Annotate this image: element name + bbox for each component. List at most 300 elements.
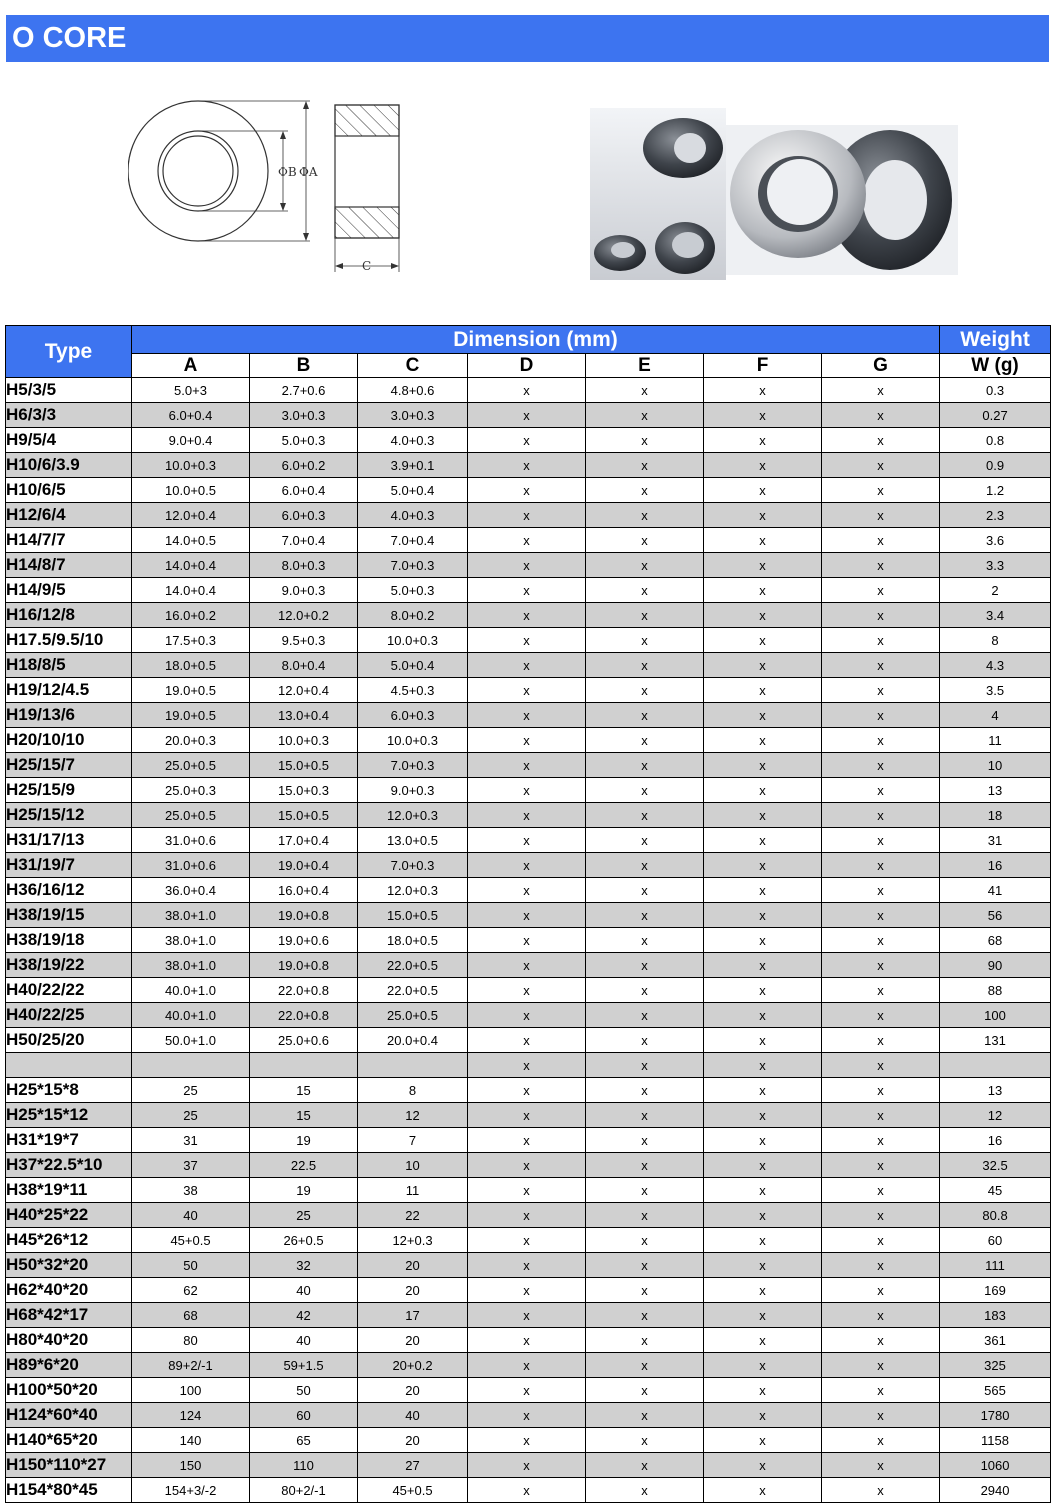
cell-d: x: [468, 903, 586, 928]
table-row: [6, 928, 1051, 953]
type-cell: H14/9/5: [6, 578, 132, 603]
cell-d: x: [468, 703, 586, 728]
cell-d: x: [468, 478, 586, 503]
column-header-f: F: [704, 354, 822, 378]
cell-w: 565: [940, 1378, 1051, 1403]
cell-b: 6.0+0.2: [250, 453, 358, 478]
cell-a: [132, 1053, 250, 1078]
cell-c: 12.0+0.3: [358, 878, 468, 903]
cell-w: 16: [940, 1128, 1051, 1153]
cell-a: 36.0+0.4: [132, 878, 250, 903]
cell-d: x: [468, 778, 586, 803]
cell-e: x: [586, 828, 704, 853]
type-cell: H31/19/7: [6, 853, 132, 878]
table-row: [6, 678, 1051, 703]
cell-d: x: [468, 753, 586, 778]
table-row: [6, 1353, 1051, 1378]
cell-a: 38.0+1.0: [132, 928, 250, 953]
cell-w: 0.3: [940, 378, 1051, 403]
cell-b: 42: [250, 1303, 358, 1328]
cell-c: 20+0.2: [358, 1353, 468, 1378]
cell-g: x: [822, 403, 940, 428]
cell-b: 22.0+0.8: [250, 1003, 358, 1028]
cell-g: x: [822, 1278, 940, 1303]
cell-b: 25.0+0.6: [250, 1028, 358, 1053]
column-header-a: A: [132, 354, 250, 378]
cell-g: x: [822, 628, 940, 653]
cell-b: 8.0+0.3: [250, 553, 358, 578]
cell-g: x: [822, 1403, 940, 1428]
table-row: [6, 528, 1051, 553]
cell-c: 5.0+0.3: [358, 578, 468, 603]
cell-c: 15.0+0.5: [358, 903, 468, 928]
table-row: [6, 653, 1051, 678]
cell-c: 20.0+0.4: [358, 1028, 468, 1053]
cell-a: 38.0+1.0: [132, 953, 250, 978]
cell-w: 325: [940, 1353, 1051, 1378]
table-row: [6, 803, 1051, 828]
cell-e: x: [586, 1278, 704, 1303]
cell-f: x: [704, 1178, 822, 1203]
cell-b: 22.5: [250, 1153, 358, 1178]
cell-e: x: [586, 753, 704, 778]
cell-c: 4.5+0.3: [358, 678, 468, 703]
cell-a: 150: [132, 1453, 250, 1478]
cell-c: 7.0+0.3: [358, 553, 468, 578]
cell-a: 154+3/-2: [132, 1478, 250, 1503]
cell-f: x: [704, 903, 822, 928]
cell-d: x: [468, 1453, 586, 1478]
cell-b: 19: [250, 1178, 358, 1203]
o-core-spec-table: [5, 325, 1051, 1503]
cell-c: 8: [358, 1078, 468, 1103]
cell-a: 20.0+0.3: [132, 728, 250, 753]
cell-a: 62: [132, 1278, 250, 1303]
cell-f: x: [704, 553, 822, 578]
cell-b: 10.0+0.3: [250, 728, 358, 753]
cell-w: 32.5: [940, 1153, 1051, 1178]
cell-c: 10.0+0.3: [358, 728, 468, 753]
cell-g: x: [822, 1203, 940, 1228]
type-cell: H68*42*17: [6, 1303, 132, 1328]
cell-d: x: [468, 928, 586, 953]
cell-w: 0.8: [940, 428, 1051, 453]
cell-e: x: [586, 928, 704, 953]
cell-a: 25: [132, 1078, 250, 1103]
cell-c: 27: [358, 1453, 468, 1478]
cell-e: x: [586, 553, 704, 578]
cell-e: x: [586, 1453, 704, 1478]
cell-f: x: [704, 428, 822, 453]
cell-g: x: [822, 1228, 940, 1253]
cell-w: 11: [940, 728, 1051, 753]
cell-c: 45+0.5: [358, 1478, 468, 1503]
cell-g: x: [822, 978, 940, 1003]
type-cell: H40/22/25: [6, 1003, 132, 1028]
cell-g: x: [822, 1253, 940, 1278]
cell-e: x: [586, 628, 704, 653]
type-cell: H31/17/13: [6, 828, 132, 853]
cell-b: 6.0+0.4: [250, 478, 358, 503]
type-header: Type: [6, 326, 132, 378]
cell-a: 25: [132, 1103, 250, 1128]
cell-f: x: [704, 1028, 822, 1053]
cell-g: x: [822, 553, 940, 578]
cell-f: x: [704, 403, 822, 428]
cell-w: 13: [940, 1078, 1051, 1103]
cell-a: 17.5+0.3: [132, 628, 250, 653]
type-cell: H40*25*22: [6, 1203, 132, 1228]
cell-b: 59+1.5: [250, 1353, 358, 1378]
cell-d: x: [468, 1403, 586, 1428]
cell-c: 12: [358, 1103, 468, 1128]
table-row: [6, 1203, 1051, 1228]
cell-c: 10: [358, 1153, 468, 1178]
cell-f: x: [704, 778, 822, 803]
cell-w: 2.3: [940, 503, 1051, 528]
cell-w: 111: [940, 1253, 1051, 1278]
cell-e: x: [586, 1078, 704, 1103]
cell-c: 22.0+0.5: [358, 978, 468, 1003]
cell-e: x: [586, 428, 704, 453]
cell-d: x: [468, 1078, 586, 1103]
cell-c: 20: [358, 1278, 468, 1303]
cell-w: 31: [940, 828, 1051, 853]
cell-b: 12.0+0.4: [250, 678, 358, 703]
type-cell: H154*80*45: [6, 1478, 132, 1503]
cell-e: x: [586, 578, 704, 603]
cell-e: x: [586, 453, 704, 478]
cell-w: 4: [940, 703, 1051, 728]
table-row: [6, 453, 1051, 478]
table-row: [6, 953, 1051, 978]
type-cell: H140*65*20: [6, 1428, 132, 1453]
cell-a: 40: [132, 1203, 250, 1228]
cell-e: x: [586, 653, 704, 678]
cell-e: x: [586, 1303, 704, 1328]
cell-c: 6.0+0.3: [358, 703, 468, 728]
cell-d: x: [468, 628, 586, 653]
cell-f: x: [704, 503, 822, 528]
cell-b: 40: [250, 1328, 358, 1353]
cell-e: x: [586, 1228, 704, 1253]
type-cell: H5/3/5: [6, 378, 132, 403]
cell-g: x: [822, 853, 940, 878]
table-row: [6, 1278, 1051, 1303]
table-row: [6, 378, 1051, 403]
table-row: [6, 403, 1051, 428]
cell-f: x: [704, 1353, 822, 1378]
cell-e: x: [586, 1353, 704, 1378]
table-row: [6, 728, 1051, 753]
cell-f: x: [704, 853, 822, 878]
cell-d: x: [468, 1428, 586, 1453]
cell-a: 25.0+0.5: [132, 753, 250, 778]
type-cell: H38*19*11: [6, 1178, 132, 1203]
cell-e: x: [586, 1403, 704, 1428]
cell-a: 38.0+1.0: [132, 903, 250, 928]
cell-f: x: [704, 578, 822, 603]
table-row: [6, 1378, 1051, 1403]
cell-f: x: [704, 528, 822, 553]
type-cell: H62*40*20: [6, 1278, 132, 1303]
cell-d: x: [468, 578, 586, 603]
cell-g: x: [822, 728, 940, 753]
cell-b: 19.0+0.8: [250, 953, 358, 978]
cell-b: 17.0+0.4: [250, 828, 358, 853]
cell-w: 1.2: [940, 478, 1051, 503]
cell-e: x: [586, 703, 704, 728]
cell-d: x: [468, 1053, 586, 1078]
cell-b: 25: [250, 1203, 358, 1228]
type-cell: H12/6/4: [6, 503, 132, 528]
cell-g: x: [822, 1053, 940, 1078]
cell-w: 12: [940, 1103, 1051, 1128]
table-row: [6, 978, 1051, 1003]
cell-w: 1780: [940, 1403, 1051, 1428]
cell-b: 6.0+0.3: [250, 503, 358, 528]
table-row: [6, 1403, 1051, 1428]
cell-w: 60: [940, 1228, 1051, 1253]
cell-g: x: [822, 453, 940, 478]
cell-b: 3.0+0.3: [250, 403, 358, 428]
cell-w: 131: [940, 1028, 1051, 1053]
type-cell: H80*40*20: [6, 1328, 132, 1353]
cell-w: 10: [940, 753, 1051, 778]
type-cell: H16/12/8: [6, 603, 132, 628]
cell-e: x: [586, 1003, 704, 1028]
table-row: [6, 578, 1051, 603]
table-row: [6, 1328, 1051, 1353]
table-row: [6, 1478, 1051, 1503]
cell-d: x: [468, 453, 586, 478]
cell-e: x: [586, 678, 704, 703]
cell-d: x: [468, 1153, 586, 1178]
cell-a: 19.0+0.5: [132, 703, 250, 728]
cell-g: x: [822, 478, 940, 503]
cell-c: 20: [358, 1253, 468, 1278]
cell-w: 56: [940, 903, 1051, 928]
cell-d: x: [468, 1228, 586, 1253]
cell-f: x: [704, 628, 822, 653]
cell-c: 20: [358, 1428, 468, 1453]
cell-g: x: [822, 678, 940, 703]
cell-w: 183: [940, 1303, 1051, 1328]
cell-d: x: [468, 653, 586, 678]
cell-d: x: [468, 403, 586, 428]
cell-g: x: [822, 1003, 940, 1028]
cell-e: x: [586, 1128, 704, 1153]
type-cell: H19/13/6: [6, 703, 132, 728]
cell-c: 5.0+0.4: [358, 478, 468, 503]
table-row: [6, 1003, 1051, 1028]
cell-c: 3.9+0.1: [358, 453, 468, 478]
cell-g: x: [822, 653, 940, 678]
o-core-photo: [590, 108, 958, 280]
table-row: [6, 903, 1051, 928]
cell-g: x: [822, 1428, 940, 1453]
cell-w: [940, 1053, 1051, 1078]
diagram-label-c: C: [362, 259, 372, 273]
cell-c: 40: [358, 1403, 468, 1428]
type-cell: H38/19/18: [6, 928, 132, 953]
type-cell: H37*22.5*10: [6, 1153, 132, 1178]
cell-g: x: [822, 1128, 940, 1153]
table-row: [6, 1128, 1051, 1153]
cell-f: x: [704, 653, 822, 678]
cell-g: x: [822, 803, 940, 828]
cell-d: x: [468, 378, 586, 403]
cell-d: x: [468, 1103, 586, 1128]
type-cell: H10/6/3.9: [6, 453, 132, 478]
cell-c: 22.0+0.5: [358, 953, 468, 978]
cell-w: 2: [940, 578, 1051, 603]
cell-c: 22: [358, 1203, 468, 1228]
cell-e: x: [586, 978, 704, 1003]
type-cell: H38/19/15: [6, 903, 132, 928]
dimension-header: Dimension (mm): [132, 326, 940, 354]
cell-c: 13.0+0.5: [358, 828, 468, 853]
cell-b: 80+2/-1: [250, 1478, 358, 1503]
cell-w: 361: [940, 1328, 1051, 1353]
table-row: [6, 778, 1051, 803]
cell-d: x: [468, 1128, 586, 1153]
cell-f: x: [704, 1103, 822, 1128]
cell-f: x: [704, 1203, 822, 1228]
cell-e: x: [586, 603, 704, 628]
cell-e: x: [586, 803, 704, 828]
cell-d: x: [468, 728, 586, 753]
cell-a: 10.0+0.5: [132, 478, 250, 503]
table-row: [6, 703, 1051, 728]
cell-a: 89+2/-1: [132, 1353, 250, 1378]
cell-c: 4.8+0.6: [358, 378, 468, 403]
cell-a: 68: [132, 1303, 250, 1328]
cell-a: 100: [132, 1378, 250, 1403]
cell-f: x: [704, 703, 822, 728]
cell-g: x: [822, 703, 940, 728]
table-row: [6, 1303, 1051, 1328]
cell-f: x: [704, 828, 822, 853]
cell-f: x: [704, 1428, 822, 1453]
cell-c: 8.0+0.2: [358, 603, 468, 628]
type-cell: H38/19/22: [6, 953, 132, 978]
cell-g: x: [822, 428, 940, 453]
type-cell: H6/3/3: [6, 403, 132, 428]
cell-b: 19.0+0.8: [250, 903, 358, 928]
cell-f: x: [704, 1253, 822, 1278]
cell-w: 3.5: [940, 678, 1051, 703]
cell-a: 140: [132, 1428, 250, 1453]
type-cell: [6, 1053, 132, 1078]
cell-g: x: [822, 1028, 940, 1053]
cell-b: 110: [250, 1453, 358, 1478]
cell-g: x: [822, 953, 940, 978]
cell-w: 8: [940, 628, 1051, 653]
cell-e: x: [586, 1103, 704, 1128]
table-row: [6, 1428, 1051, 1453]
cell-g: x: [822, 378, 940, 403]
table-row: [6, 603, 1051, 628]
cell-g: x: [822, 903, 940, 928]
table-row: [6, 478, 1051, 503]
table-row: [6, 1078, 1051, 1103]
o-core-diagram: [128, 100, 408, 275]
cell-w: 18: [940, 803, 1051, 828]
cell-a: 14.0+0.4: [132, 578, 250, 603]
type-cell: H14/7/7: [6, 528, 132, 553]
cell-b: 9.0+0.3: [250, 578, 358, 603]
cell-w: 4.3: [940, 653, 1051, 678]
weight-header: Weight: [940, 326, 1051, 354]
type-cell: H14/8/7: [6, 553, 132, 578]
cell-d: x: [468, 503, 586, 528]
cell-w: 3.3: [940, 553, 1051, 578]
cell-e: x: [586, 1428, 704, 1453]
cell-e: x: [586, 1478, 704, 1503]
cell-e: x: [586, 953, 704, 978]
cell-w: 16: [940, 853, 1051, 878]
cell-b: 19.0+0.4: [250, 853, 358, 878]
type-cell: H25/15/7: [6, 753, 132, 778]
cell-a: 19.0+0.5: [132, 678, 250, 703]
type-cell: H150*110*27: [6, 1453, 132, 1478]
cell-w: 169: [940, 1278, 1051, 1303]
cell-c: 3.0+0.3: [358, 403, 468, 428]
type-cell: H19/12/4.5: [6, 678, 132, 703]
cell-a: 40.0+1.0: [132, 978, 250, 1003]
cell-w: 90: [940, 953, 1051, 978]
column-header-b: B: [250, 354, 358, 378]
cell-e: x: [586, 378, 704, 403]
cell-f: x: [704, 803, 822, 828]
type-cell: H100*50*20: [6, 1378, 132, 1403]
cell-c: 4.0+0.3: [358, 428, 468, 453]
cell-a: 80: [132, 1328, 250, 1353]
cell-e: x: [586, 878, 704, 903]
cell-e: x: [586, 778, 704, 803]
cell-f: x: [704, 478, 822, 503]
cell-f: x: [704, 1228, 822, 1253]
cell-b: 8.0+0.4: [250, 653, 358, 678]
cell-w: 45: [940, 1178, 1051, 1203]
cell-e: x: [586, 1178, 704, 1203]
cell-d: x: [468, 1003, 586, 1028]
cell-c: 10.0+0.3: [358, 628, 468, 653]
type-cell: H124*60*40: [6, 1403, 132, 1428]
cell-b: 5.0+0.3: [250, 428, 358, 453]
cell-b: 9.5+0.3: [250, 628, 358, 653]
cell-a: 31: [132, 1128, 250, 1153]
cell-a: 31.0+0.6: [132, 828, 250, 853]
type-cell: H10/6/5: [6, 478, 132, 503]
cell-c: 4.0+0.3: [358, 503, 468, 528]
cell-a: 14.0+0.5: [132, 528, 250, 553]
cell-b: 65: [250, 1428, 358, 1453]
cell-b: 15: [250, 1103, 358, 1128]
cell-b: 15.0+0.5: [250, 753, 358, 778]
cell-e: x: [586, 903, 704, 928]
cell-a: 14.0+0.4: [132, 553, 250, 578]
type-cell: H25/15/9: [6, 778, 132, 803]
type-cell: H20/10/10: [6, 728, 132, 753]
cell-c: 7.0+0.4: [358, 528, 468, 553]
cell-c: 25.0+0.5: [358, 1003, 468, 1028]
cell-d: x: [468, 1278, 586, 1303]
cell-w: 2940: [940, 1478, 1051, 1503]
cell-a: 6.0+0.4: [132, 403, 250, 428]
cell-w: 13: [940, 778, 1051, 803]
